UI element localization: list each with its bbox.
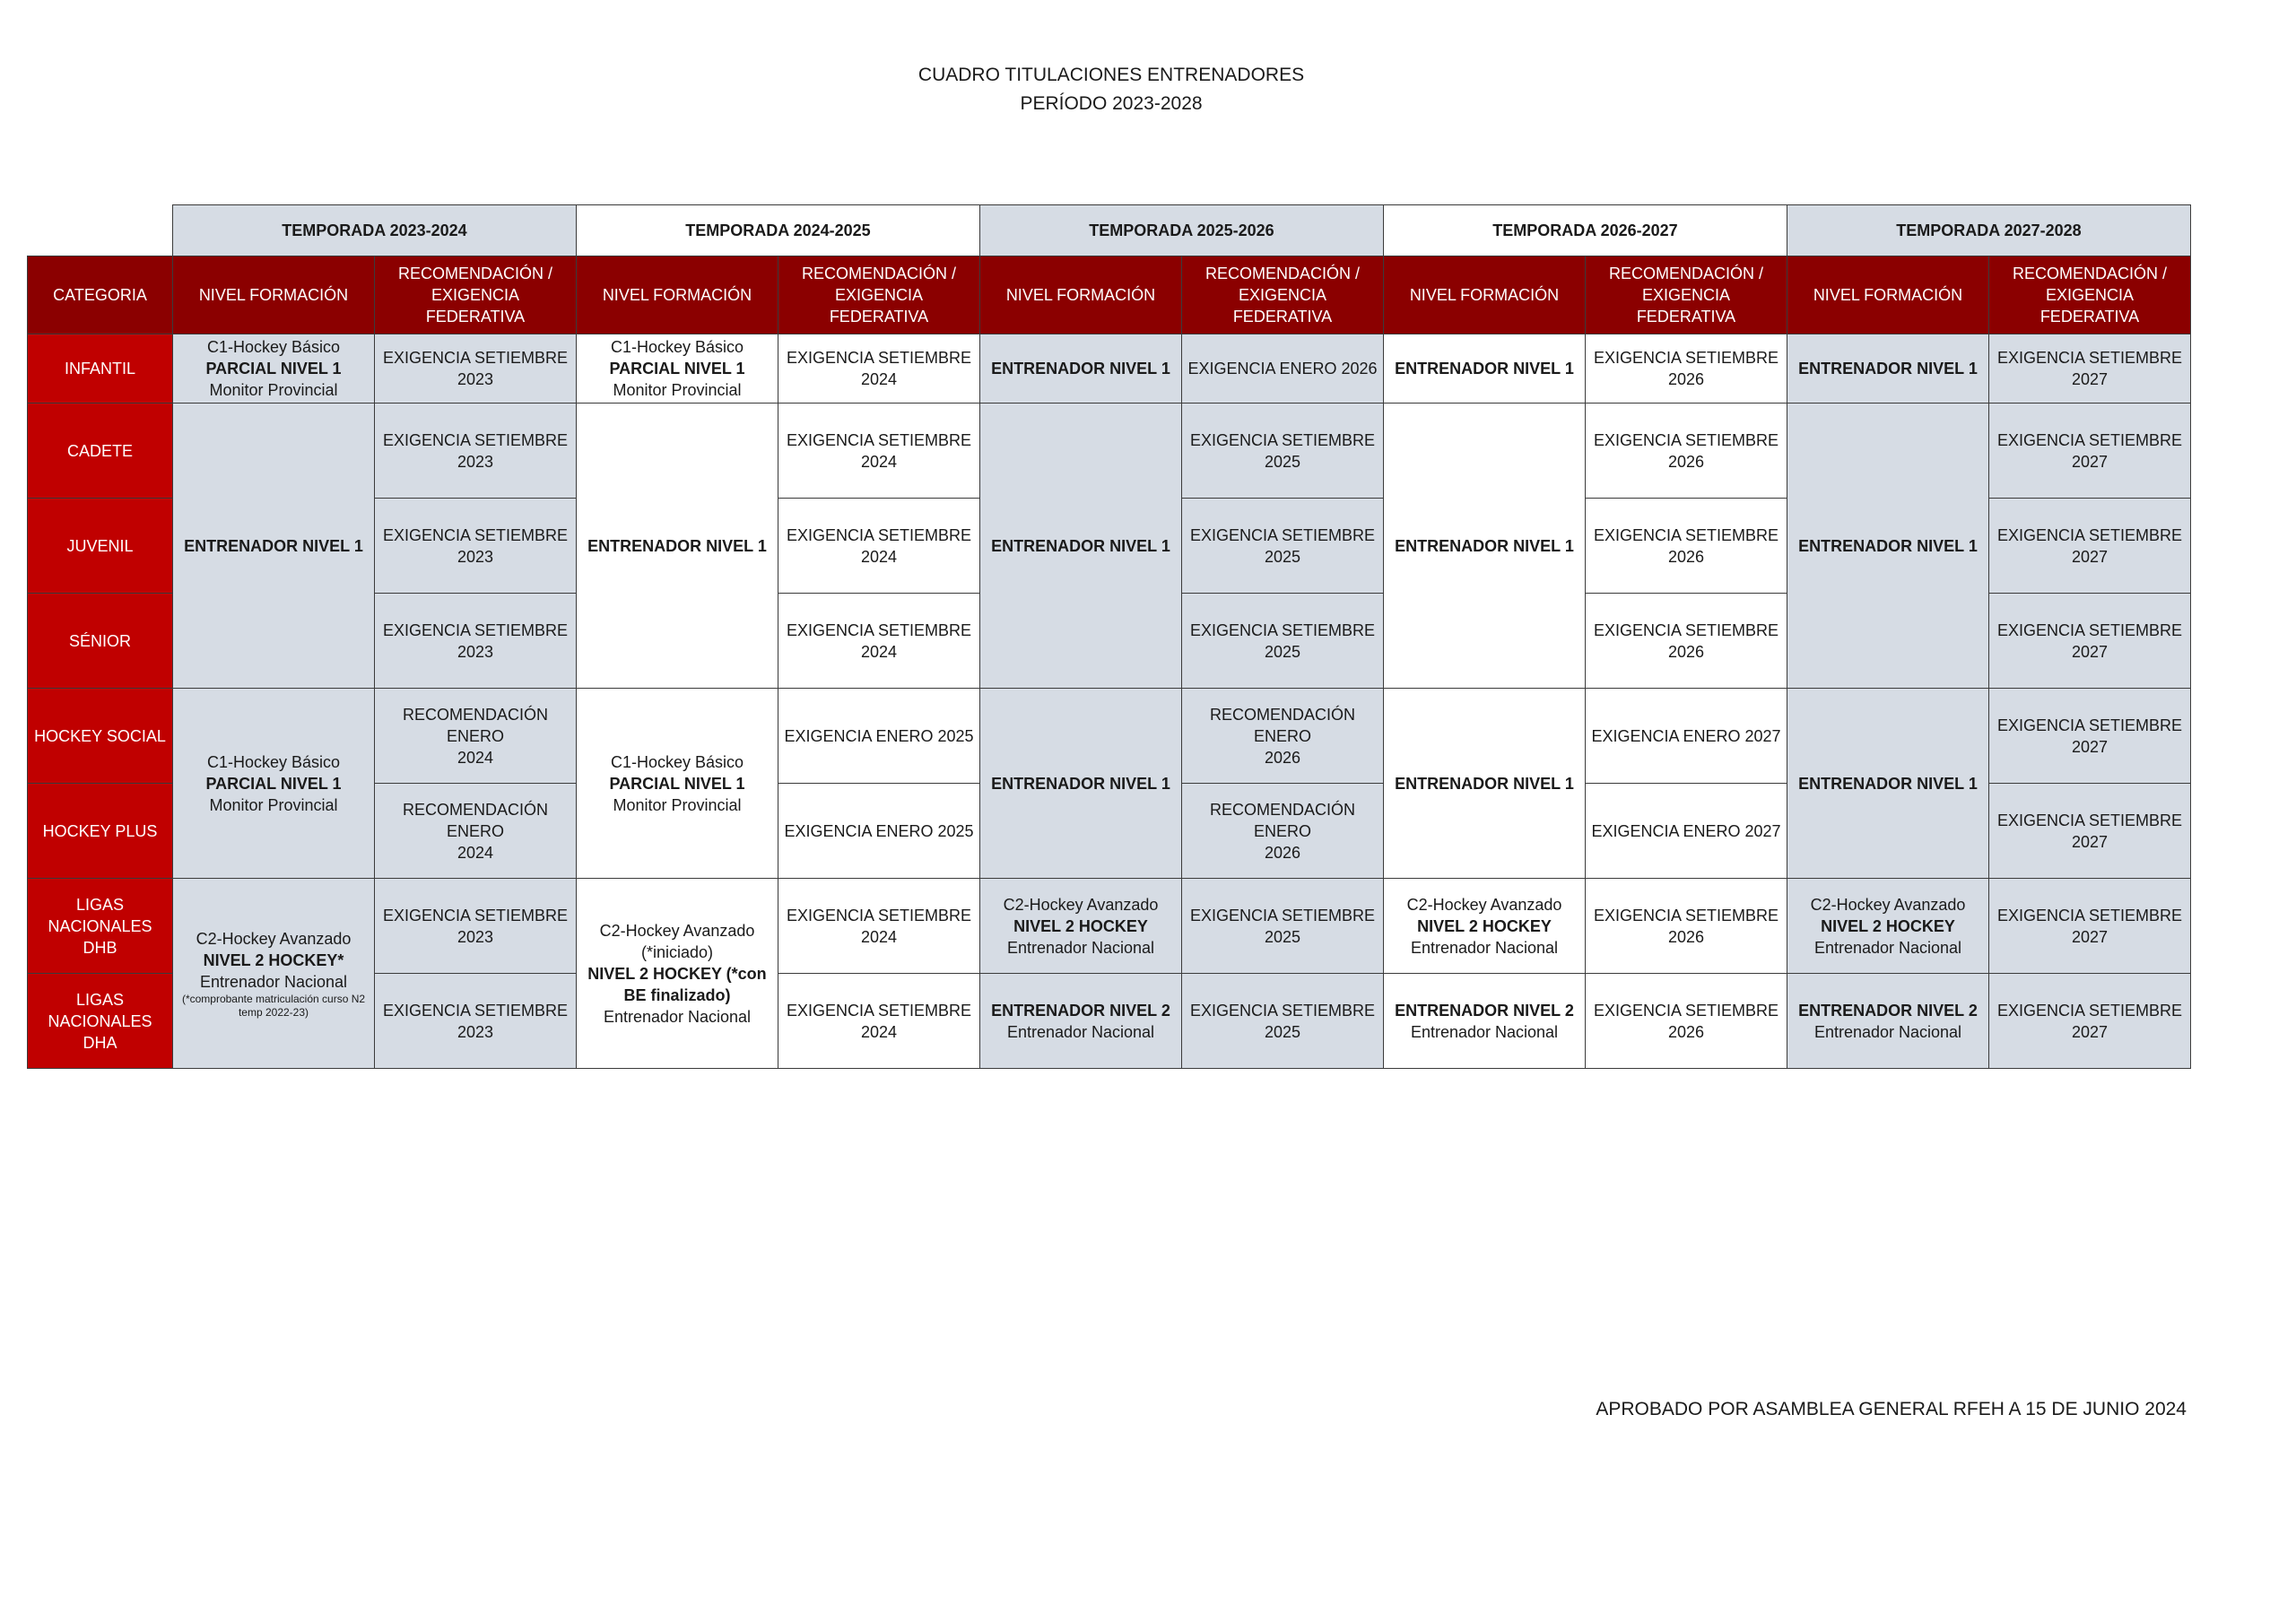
header-recomendacion: RECOMENDACIÓN / EXIGENCIA FEDERATIVA (1586, 256, 1787, 334)
column-header-row (28, 256, 2191, 334)
nivel-cell: C2-Hockey Avanzado NIVEL 2 HOCKEY Entrenador Nacional (1384, 879, 1586, 974)
header-categoria: CATEGORIA (28, 256, 173, 334)
requirement-cell: EXIGENCIA ENERO 2025 (778, 689, 980, 784)
requirement-cell: RECOMENDACIÓN ENERO 2024 (375, 689, 577, 784)
requirement-cell: EXIGENCIA SETIEMBRE 2025 (1182, 499, 1384, 594)
requirement-cell: EXIGENCIA ENERO 2027 (1586, 784, 1787, 879)
nivel-cell: ENTRENADOR NIVEL 1 (980, 404, 1182, 689)
category-ligas-dhb: LIGAS NACIONALES DHB (28, 879, 173, 974)
nivel-cell: C1-Hockey Básico PARCIAL NIVEL 1 Monitor Provincial (173, 689, 375, 879)
nivel-cell: ENTRENADOR NIVEL 1 (980, 689, 1182, 879)
header-nivel-formacion: NIVEL FORMACIÓN (173, 256, 375, 334)
header-recomendacion: RECOMENDACIÓN / EXIGENCIA FEDERATIVA (778, 256, 980, 334)
requirement-cell: EXIGENCIA ENERO 2025 (778, 784, 980, 879)
nivel-cell: C1-Hockey Básico PARCIAL NIVEL 1 Monitor Provincial (173, 334, 375, 404)
nivel-cell: ENTRENADOR NIVEL 1 (577, 404, 778, 689)
requirement-cell: EXIGENCIA SETIEMBRE 2027 (1989, 404, 2191, 499)
requirement-cell: EXIGENCIA ENERO 2026 (1182, 334, 1384, 404)
enrolment-note: (*comprobante matriculación curso N2 temp 2022-23) (181, 992, 366, 1019)
requirement-cell: EXIGENCIA SETIEMBRE 2026 (1586, 594, 1787, 689)
requirement-cell: EXIGENCIA SETIEMBRE 2024 (778, 499, 980, 594)
category-infantil: INFANTIL (28, 334, 173, 404)
header-recomendacion: RECOMENDACIÓN / EXIGENCIA FEDERATIVA (1182, 256, 1384, 334)
requirement-cell: EXIGENCIA SETIEMBRE 2023 (375, 594, 577, 689)
nivel-cell: ENTRENADOR NIVEL 1 (1384, 689, 1586, 879)
nivel-cell: C2-Hockey Avanzado NIVEL 2 HOCKEY* Entrenador Nacional (*comprobante matriculación curso N2 temp 2022-23) (173, 879, 375, 1069)
table-row-cadete (28, 404, 2191, 499)
requirement-cell: EXIGENCIA SETIEMBRE 2024 (778, 404, 980, 499)
requirement-cell: EXIGENCIA SETIEMBRE 2023 (375, 334, 577, 404)
document-title (0, 61, 2222, 118)
header-nivel-formacion: NIVEL FORMACIÓN (577, 256, 778, 334)
requirement-cell: EXIGENCIA SETIEMBRE 2024 (778, 974, 980, 1069)
category-senior: SÉNIOR (28, 594, 173, 689)
requirement-cell: EXIGENCIA ENERO 2027 (1586, 689, 1787, 784)
requirement-cell: EXIGENCIA SETIEMBRE 2026 (1586, 499, 1787, 594)
title-line-2: PERÍODO 2023-2028 (1020, 93, 1203, 114)
category-ligas-dha: LIGAS NACIONALES DHA (28, 974, 173, 1069)
nivel-cell: ENTRENADOR NIVEL 2 Entrenador Nacional (1384, 974, 1586, 1069)
requirement-cell: EXIGENCIA SETIEMBRE 2023 (375, 404, 577, 499)
category-cadete: CADETE (28, 404, 173, 499)
nivel-cell: ENTRENADOR NIVEL 1 (1787, 334, 1989, 404)
coach-certification-table (27, 204, 2191, 1069)
season-header-row (28, 205, 2191, 256)
category-hockey-plus: HOCKEY PLUS (28, 784, 173, 879)
nivel-cell: ENTRENADOR NIVEL 1 (1384, 334, 1586, 404)
corner-empty (28, 205, 173, 256)
requirement-cell: EXIGENCIA SETIEMBRE 2024 (778, 594, 980, 689)
header-recomendacion: RECOMENDACIÓN / EXIGENCIA FEDERATIVA (1989, 256, 2191, 334)
requirement-cell: EXIGENCIA SETIEMBRE 2026 (1586, 334, 1787, 404)
requirement-cell: EXIGENCIA SETIEMBRE 2027 (1989, 689, 2191, 784)
requirement-cell: EXIGENCIA SETIEMBRE 2024 (778, 879, 980, 974)
season-2026-2027: TEMPORADA 2026-2027 (1384, 205, 1787, 256)
table-row-infantil (28, 334, 2191, 404)
header-nivel-formacion: NIVEL FORMACIÓN (1787, 256, 1989, 334)
requirement-cell: EXIGENCIA SETIEMBRE 2023 (375, 974, 577, 1069)
requirement-cell: EXIGENCIA SETIEMBRE 2027 (1989, 879, 2191, 974)
approval-footer: APROBADO POR ASAMBLEA GENERAL RFEH A 15 DE JUNIO 2024 (1596, 1399, 2187, 1419)
requirement-cell: EXIGENCIA SETIEMBRE 2025 (1182, 594, 1384, 689)
requirement-cell: RECOMENDACIÓN ENERO 2026 (1182, 689, 1384, 784)
requirement-cell: EXIGENCIA SETIEMBRE 2025 (1182, 404, 1384, 499)
header-nivel-formacion: NIVEL FORMACIÓN (980, 256, 1182, 334)
requirement-cell: EXIGENCIA SETIEMBRE 2026 (1586, 404, 1787, 499)
requirement-cell: EXIGENCIA SETIEMBRE 2023 (375, 879, 577, 974)
season-2024-2025: TEMPORADA 2024-2025 (577, 205, 980, 256)
season-2023-2024: TEMPORADA 2023-2024 (173, 205, 577, 256)
category-juvenil: JUVENIL (28, 499, 173, 594)
nivel-cell: C2-Hockey Avanzado (*iniciado) NIVEL 2 HOCKEY (*con BE finalizado) Entrenador Nacional (577, 879, 778, 1069)
requirement-cell: EXIGENCIA SETIEMBRE 2027 (1989, 499, 2191, 594)
season-2025-2026: TEMPORADA 2025-2026 (980, 205, 1384, 256)
season-2027-2028: TEMPORADA 2027-2028 (1787, 205, 2191, 256)
nivel-cell: C2-Hockey Avanzado NIVEL 2 HOCKEY Entrenador Nacional (980, 879, 1182, 974)
requirement-cell: RECOMENDACIÓN ENERO 2026 (1182, 784, 1384, 879)
requirement-cell: EXIGENCIA SETIEMBRE 2024 (778, 334, 980, 404)
requirement-cell: RECOMENDACIÓN ENERO 2024 (375, 784, 577, 879)
requirement-cell: EXIGENCIA SETIEMBRE 2025 (1182, 974, 1384, 1069)
requirement-cell: EXIGENCIA SETIEMBRE 2023 (375, 499, 577, 594)
nivel-cell: ENTRENADOR NIVEL 1 (1787, 404, 1989, 689)
nivel-cell: ENTRENADOR NIVEL 1 (1787, 689, 1989, 879)
nivel-cell: ENTRENADOR NIVEL 2 Entrenador Nacional (980, 974, 1182, 1069)
title-line-1: CUADRO TITULACIONES ENTRENADORES (918, 65, 1305, 85)
requirement-cell: EXIGENCIA SETIEMBRE 2027 (1989, 594, 2191, 689)
nivel-cell: ENTRENADOR NIVEL 1 (1384, 404, 1586, 689)
nivel-cell: C1-Hockey Básico PARCIAL NIVEL 1 Monitor Provincial (577, 334, 778, 404)
table-row-hockey-social (28, 689, 2191, 784)
nivel-cell: ENTRENADOR NIVEL 1 (173, 404, 375, 689)
requirement-cell: EXIGENCIA SETIEMBRE 2027 (1989, 784, 2191, 879)
nivel-cell: C2-Hockey Avanzado NIVEL 2 HOCKEY Entrenador Nacional (1787, 879, 1989, 974)
requirement-cell: EXIGENCIA SETIEMBRE 2026 (1586, 974, 1787, 1069)
requirement-cell: EXIGENCIA SETIEMBRE 2025 (1182, 879, 1384, 974)
nivel-cell: C1-Hockey Básico PARCIAL NIVEL 1 Monitor Provincial (577, 689, 778, 879)
requirement-cell: EXIGENCIA SETIEMBRE 2027 (1989, 974, 2191, 1069)
requirement-cell: EXIGENCIA SETIEMBRE 2026 (1586, 879, 1787, 974)
category-hockey-social: HOCKEY SOCIAL (28, 689, 173, 784)
header-recomendacion: RECOMENDACIÓN / EXIGENCIA FEDERATIVA (375, 256, 577, 334)
header-nivel-formacion: NIVEL FORMACIÓN (1384, 256, 1586, 334)
nivel-cell: ENTRENADOR NIVEL 2 Entrenador Nacional (1787, 974, 1989, 1069)
requirement-cell: EXIGENCIA SETIEMBRE 2027 (1989, 334, 2191, 404)
nivel-cell: ENTRENADOR NIVEL 1 (980, 334, 1182, 404)
table-row-ligas-dhb (28, 879, 2191, 974)
